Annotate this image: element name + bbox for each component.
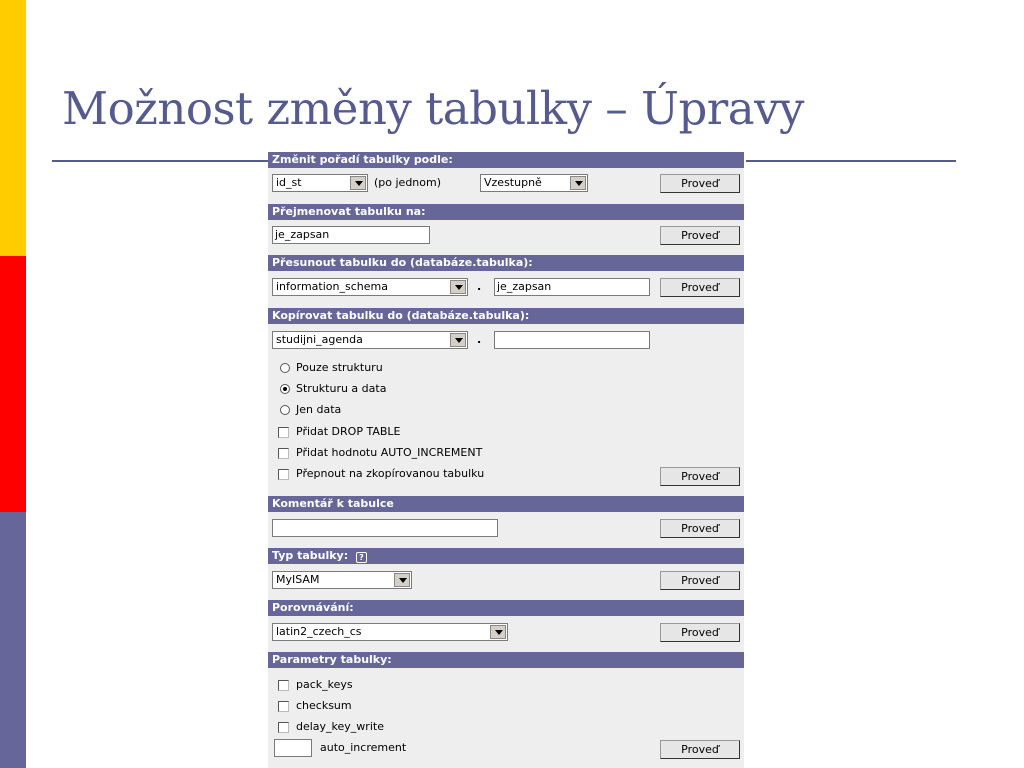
param-check-label: pack_keys [296, 678, 353, 691]
chevron-down-icon [350, 176, 366, 190]
collation-value: latin2_czech_cs [276, 625, 362, 638]
copy-database-select[interactable] [272, 331, 468, 349]
comment-input[interactable] [272, 519, 498, 537]
move-table-input[interactable]: je_zapsan [494, 278, 650, 296]
copy-auto-increment-checkbox[interactable] [278, 448, 289, 459]
slide-title: Možnost změny tabulky – Úpravy [62, 82, 804, 135]
type-header-label: Typ tabulky: [272, 549, 349, 562]
move-header: Přesunout tabulku do (databáze.tabulka): [268, 255, 744, 271]
collation-submit-button[interactable]: Proveď [660, 623, 740, 642]
chevron-down-icon [490, 625, 506, 639]
move-database-select[interactable] [272, 278, 468, 296]
chevron-down-icon [450, 280, 466, 294]
copy-dot-separator: . [477, 333, 482, 346]
table-operations-panel [268, 152, 744, 768]
copy-table-input[interactable] [494, 331, 650, 349]
pack-keys-checkbox[interactable] [278, 680, 289, 691]
chevron-down-icon [570, 176, 586, 190]
table-type-value: MyISAM [276, 573, 320, 586]
type-header [268, 548, 744, 564]
sort-column-select[interactable] [272, 174, 368, 192]
copy-check-label: Přidat DROP TABLE [296, 425, 401, 438]
comment-submit-button[interactable]: Proveď [660, 519, 740, 538]
sort-column-value: id_st [276, 176, 302, 189]
copy-submit-button[interactable]: Proveď [660, 467, 740, 486]
move-dot-separator: . [477, 280, 482, 293]
copy-header: Kopírovat tabulku do (databáze.tabulka): [268, 308, 744, 324]
checksum-checkbox[interactable] [278, 701, 289, 712]
help-icon[interactable]: ? [356, 552, 367, 563]
move-submit-button[interactable]: Proveď [660, 278, 740, 297]
collation-select[interactable] [272, 623, 508, 641]
title-rule-left [52, 160, 268, 162]
copy-database-value: studijni_agenda [276, 333, 363, 346]
params-header: Parametry tabulky: [268, 652, 744, 668]
copy-option-radio[interactable] [280, 384, 290, 394]
accent-bar-red [0, 256, 26, 512]
chevron-down-icon [394, 573, 410, 587]
rename-input[interactable]: je_zapsan [272, 226, 430, 244]
auto-increment-label: auto_increment [320, 741, 407, 754]
title-rule-right [746, 160, 956, 162]
copy-option-label: Jen data [296, 403, 342, 416]
sort-order-note: (po jednom) [374, 176, 442, 189]
chevron-down-icon [450, 333, 466, 347]
sort-header: Změnit pořadí tabulky podle: [268, 152, 744, 168]
collation-header: Porovnávání: [268, 600, 744, 616]
auto-increment-input[interactable] [274, 739, 312, 757]
copy-option-radio[interactable] [280, 405, 290, 415]
rename-header: Přejmenovat tabulku na: [268, 204, 744, 220]
move-database-value: information_schema [276, 280, 388, 293]
copy-check-label: Přepnout na zkopírovanou tabulku [296, 467, 485, 480]
sort-direction-value: Vzestupně [484, 176, 542, 189]
copy-switch-table-checkbox[interactable] [278, 469, 289, 480]
comment-header: Komentář k tabulce [268, 496, 744, 512]
param-check-label: delay_key_write [296, 720, 384, 733]
params-submit-button[interactable]: Proveď [660, 740, 740, 759]
accent-bar-purple [0, 512, 26, 768]
sort-submit-button[interactable]: Proveď [660, 174, 740, 193]
delay-key-write-checkbox[interactable] [278, 722, 289, 733]
table-type-select[interactable] [272, 571, 412, 589]
param-check-label: checksum [296, 699, 352, 712]
accent-bar-yellow [0, 0, 26, 256]
copy-option-label: Pouze strukturu [296, 361, 383, 374]
copy-option-radio[interactable] [280, 363, 290, 373]
type-submit-button[interactable]: Proveď [660, 571, 740, 590]
sort-direction-select[interactable] [480, 174, 588, 192]
copy-option-label: Strukturu a data [296, 382, 387, 395]
copy-check-label: Přidat hodnotu AUTO_INCREMENT [296, 446, 483, 459]
copy-drop-table-checkbox[interactable] [278, 427, 289, 438]
rename-submit-button[interactable]: Proveď [660, 226, 740, 245]
